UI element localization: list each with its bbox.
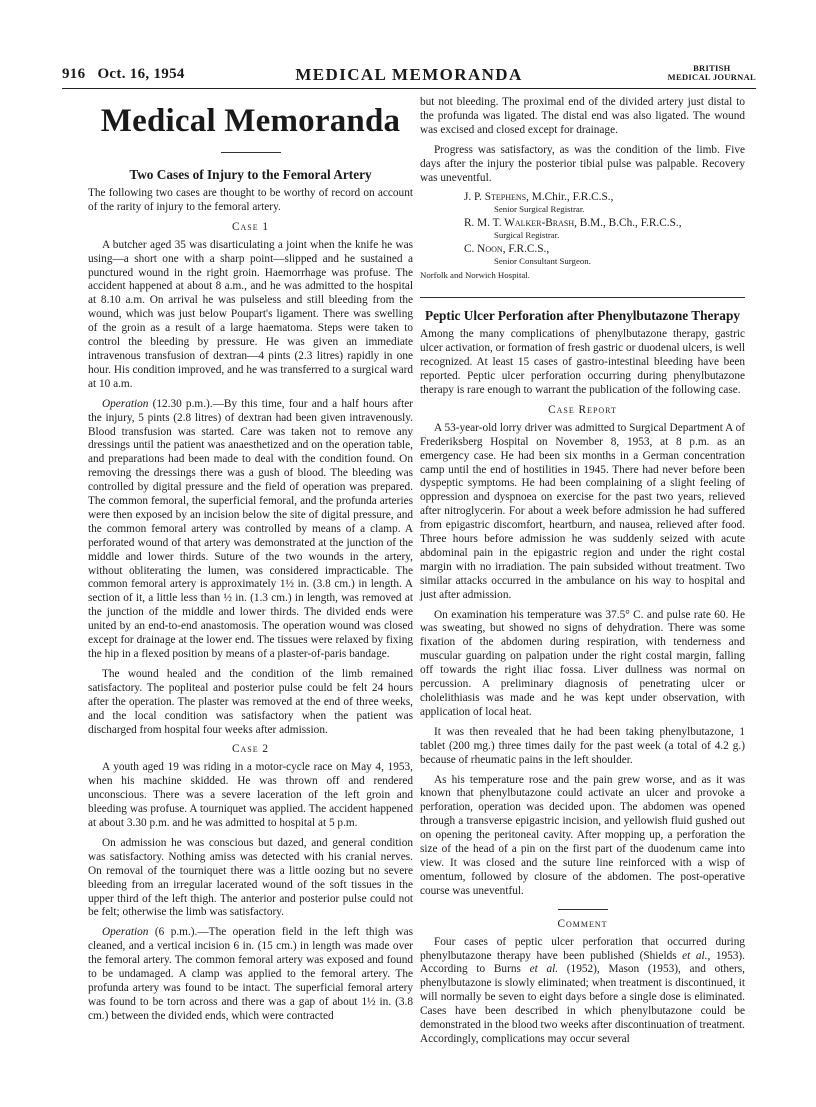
case2-heading: Case 2 [231,743,270,756]
title-rule [221,152,281,153]
case2-operation-paragraph [88,926,413,1023]
case1-operation-text: (12.30 p.m.).—By this time, four and a half hours after the injury, 5 pints (2.8 litres) of dextran had been given intravenously. Blood transfusion was started. Care was taken not to remove any dressings until the patient was anaesthetized and on the operation table, and preparations had been made to deal with the condition found. On removing the dressings there was a gush of blood. The bleeding was controlled by digital pressure and the field of operation was prepared. The common femoral, the superficial femoral, and the profunda arteries were then exposed by an incision below the site of digital pressure, and the common femoral artery was controlled by means of a clamp. A perforated wound of that artery was demonstrated at the junction of the middle and lower thirds. Suture of the two wounds in the artery, without obliterating the lumen, was considered impracticable. The common femoral artery is approximately 1½ in. (3.8 cm.) in length. A section of it, a little less than ½ in. (1.3 cm.) in length, was removed at the junction of the middle and lower thirds. The divided ends were united by an end-to-end anastomosis. The operation wound was closed except for drainage at the lower end. The tissues were relaxed by fixing the hip in a flexed position by means of a plaster-of-paris bandage. [88,397,413,660]
page-number: 916 [62,66,86,82]
comment-paragraph: Four cases of peptic ulcer perforation that occurred during phenylbutazone therapy have been published (Shields et al., 1953). According to Burns et al. (1952), Mason (1953), and others, phenylbutazone is slowly eliminated; when treatment is discontinued, it will normally be seven to eight days before a single dose is eliminated. Cases have been described in which phenylbutazone could be demonstrated in the blood two weeks after discontinuation of treatment. Accordingly, complications may occur several [420,935,746,1045]
author-block [420,191,745,283]
case1-heading: Case 1 [231,220,270,233]
journal-name [668,64,756,82]
issue-date: Oct. 16, 1954 [97,66,185,82]
journal-name-line2: MEDICAL JOURNAL [667,72,756,82]
journal-name-line1: BRITISH [693,63,731,73]
running-header [62,62,756,89]
case1-operation-label: Operation [102,397,149,410]
case2-paragraph: A youth aged 19 was riding in a motor-cycle race on May 4, 1953, when his machine skidded. He was thrown off and rendered unconscious. There was a severe laceration of the left groin and bleeding was profuse. A tourniquet was applied. The accident happened at about 3.30 p.m. and he was admitted to hospital at 5 p.m. [88,761,413,829]
case2-operation-label: Operation [102,926,149,939]
author-title-2: Surgical Registrar. [494,230,560,241]
author-name-3: C. Noon, F.R.C.S., [464,243,550,256]
progress-paragraph: Progress was satisfactory, as was the condition of the limb. Five days after the injury the posterior tibial pulse was palpable. Recovery was uneventful. [420,143,745,184]
author-name-2: R. M. T. Walker-Brash, B.M., B.Ch., F.R.C.S., [464,217,682,230]
continued-paragraph: but not bleeding. The proximal end of the divided artery just distal to the profunda was ligated. The distal end was also ligated. The wound was excised and closed except for drainage. [420,96,745,136]
right-column [420,96,745,1053]
author-name-1: J. P. Stephens, M.Chir., F.R.C.S., [464,191,614,204]
article1-title: Two Cases of Injury to the Femoral Artery [129,167,372,182]
article1-intro: The following two cases are thought to be worthy of record on account of the rarity of injury to the femoral artery. [88,187,413,213]
case2-admission-paragraph: On admission he was conscious but dazed, and general condition was satisfactory. Nothing amiss was detected with his cranial nerves. On removal of the tourniquet there was a little oozing but no severe bleeding from an irregular lacerated wound of the soft tissues in the upper third of the left thigh. The anterior and posterior pulse could not be felt; otherwise the limb was satisfactory. [88,836,413,919]
case1-operation-paragraph [88,398,413,662]
case-report-paragraph-4: As his temperature rose and the pain grew worse, and as it was known that phenylbutazone could activate an ulcer and provoke a perforation, operation was decided upon. The abdomen was opened through a transverse epigastric incision, and yellowish fluid gushed out on opening the peritoneal cavity. After mopping up, a perforation the size of the head of a pin on the first part of the duodenum came into view. It was closed and the suture line reinforced with a wisp of omentum, followed by closure of the abdomen. The post-operative course was uneventful. [420,773,745,897]
main-title: Medical Memoranda [100,103,401,139]
case-report-paragraph-3: It was then revealed that he had been taking phenylbutazone, 1 tablet (200 mg.) three times daily for the past week (a total of 4.2 g.) because of rheumatic pains in the left shoulder. [420,725,745,766]
author-title-3: Senior Consultant Surgeon. [494,256,591,267]
article-divider [420,297,745,298]
affiliation: Norfolk and Norwich Hospital. [420,270,530,281]
section-name: MEDICAL MEMORANDA [295,65,523,84]
left-column [88,98,413,1030]
article2-intro: Among the many complications of phenylbutazone therapy, gastric ulcer activation, or formation of fresh gastric or duodenal ulcers, is well recognized. At least 15 cases of gastro-intestinal bleeding have been reported. Peptic ulcer perforation occurring during phenylbutazone therapy is rare enough to warrant the publication of the following case. [420,328,745,396]
case-report-paragraph-1: A 53-year-old lorry driver was admitted to Surgical Department A of Frederiksberg Hospital on November 8, 1953, at 8 p.m. as an emergency case. He had been six months in a German concentration camp until the end of hostilities in 1945. There had never before been dyspeptic symptoms. He had been complaining of a slight feeling of oppression and dyspnoea on exercise for the past two years, relieved after nitroglycerin. For about a week before admission he had suffered from epigastric discomfort, heartburn, and nausea, relieved after food. Three hours before admission he was suddenly seized with acute abdominal pain in the epigastric region and under the right costal margin with no irradiation. The pain subsided without treatment. Two similar attacks occurred in the ambulance on his way to hospital and just after admission. [420,421,745,601]
case1-outcome-paragraph: The wound healed and the condition of the limb remained satisfactory. The popliteal and posterior pulse could be felt 24 hours after the operation. The plaster was removed at the end of three weeks, and the local condition was satisfactory when the patient was discharged from hospital four weeks after admission. [88,667,413,736]
author-title-1: Senior Surgical Registrar. [494,204,585,215]
case2-operation-text: (6 p.m.).—The operation field in the left thigh was cleaned, and a vertical incision 6 in. (15 cm.) in length was made over the femoral artery. The common femoral artery was exposed and found to be undamaged. A clamp was applied to the femoral artery. The profunda artery was found to be intact. The superficial femoral artery was found to be torn across and there was a gap of about 1½ in. (3.8 cm.) between the divided ends, which were contracted [88,926,413,1022]
case-report-paragraph-2: On examination his temperature was 37.5° C. and pulse rate 60. He was sweating, but showed no signs of dehydration. There was some fixation of the abdomen during respiration, with tenderness and muscular guarding on palpation under the right costal margin, falling off towards the right iliac fossa. Liver dullness was normal on percussion. A preliminary diagnosis of penetrating ulcer or cholelithiasis was made and he was kept under observation, with application of local heat. [420,608,745,718]
article2-title: Peptic Ulcer Perforation after Phenylbutazone Therapy [424,308,740,324]
comment-heading: Comment [557,917,608,930]
case1-paragraph: A butcher aged 35 was disarticulating a joint when the knife he was using—a short one with a sharp point—slipped and he sustained a punctured wound in the right groin. Haemorrhage was profuse. The accident happened at about 8 a.m., and he was admitted to the hospital at 8.10 a.m. On arrival he was pulseless and still bleeding from the wound, which was just below Poupart's ligament. There was swelling of the groin as a result of a large haematoma. Steps were taken to control the bleeding by pressure. He was given an immediate intravenous transfusion of dextran—4 pints (2.3 litres) rapidly in one hour. His condition improved, and he was transferred to a surgical ward at 10 a.m. [88,238,413,390]
comment-rule [558,909,608,910]
case-report-heading: Case Report [548,403,617,416]
